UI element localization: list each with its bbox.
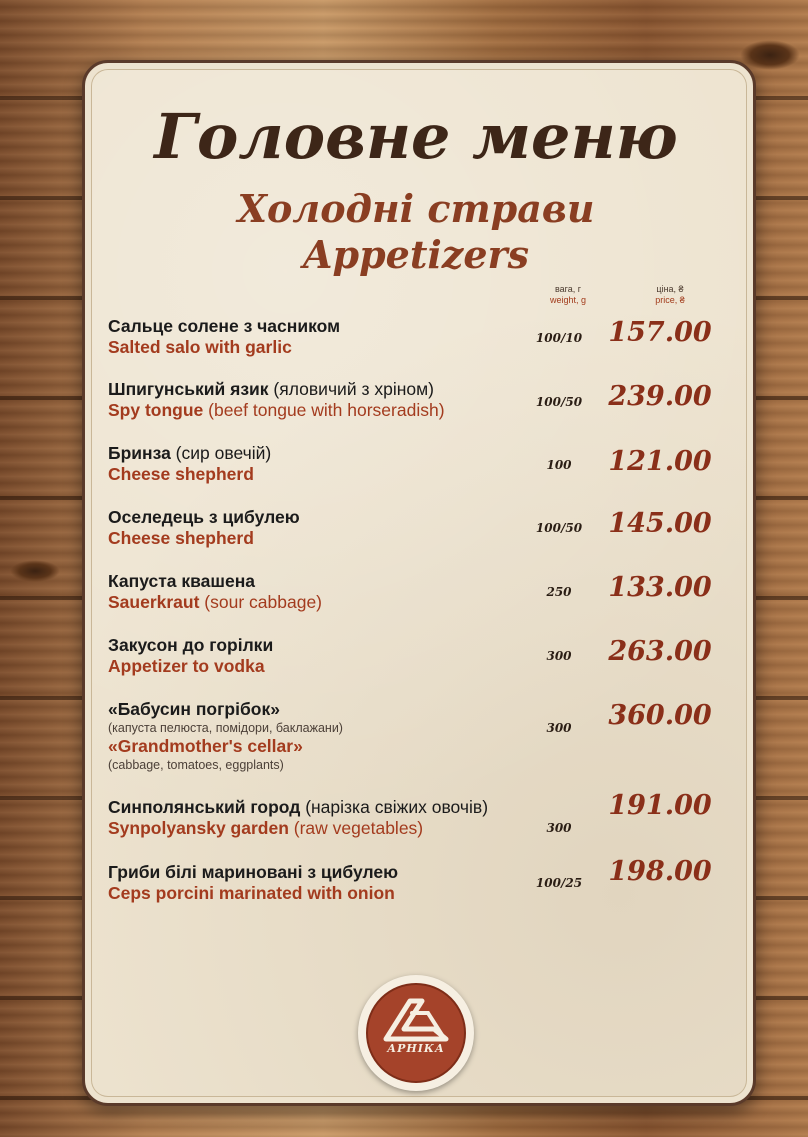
price-column-header <box>638 284 702 306</box>
weight-header-ua: вага, г <box>554 284 582 294</box>
item-name-en: Synpolyansky garden (raw vegetables) <box>108 818 424 838</box>
item-weight: 300 <box>546 721 572 735</box>
item-weight: 250 <box>546 585 572 599</box>
item-name-en: Appetizer to vodka <box>108 656 265 676</box>
menu-item <box>108 699 548 773</box>
item-description-en: (cabbage, tomatoes, eggplants) <box>108 758 284 772</box>
item-name-ua: Гриби білі мариновані з цибулею <box>108 862 399 882</box>
item-name-en: Spy tongue (beef tongue with horseradish) <box>108 400 445 420</box>
item-name-en: Ceps porcini marinated with onion <box>108 883 395 903</box>
item-price: 145.00 <box>608 508 712 539</box>
menu-item <box>108 797 548 839</box>
item-name-en: Sauerkraut (sour cabbage) <box>108 592 323 612</box>
menu-item <box>108 571 548 613</box>
menu-item <box>108 507 548 549</box>
item-price: 133.00 <box>608 572 712 603</box>
item-weight: 300 <box>546 821 572 835</box>
price-header-en: price, ₴ <box>655 295 685 305</box>
item-name-ua: Капуста квашена <box>108 571 256 591</box>
menu-item <box>108 379 548 421</box>
wood-knot <box>740 40 800 70</box>
item-weight: 300 <box>546 649 572 663</box>
item-price: 121.00 <box>608 446 712 477</box>
arnika-logo-icon <box>372 991 460 1045</box>
item-weight: 100 <box>546 458 572 472</box>
menu-item <box>108 443 548 485</box>
section-title-ua: Холодні страви <box>237 186 595 231</box>
item-name-ua: Сальце солене з часником <box>108 316 341 336</box>
weight-column-header <box>536 284 600 306</box>
item-name-en: Cheese shepherd <box>108 464 254 484</box>
item-price: 198.00 <box>608 856 712 887</box>
menu-item <box>108 316 548 358</box>
item-weight: 100/25 <box>535 876 583 890</box>
item-name-en: Cheese shepherd <box>108 528 254 548</box>
item-name-ua: Оселедець з цибулею <box>108 507 300 527</box>
page-title: Головне меню <box>154 100 678 173</box>
wood-knot <box>10 560 60 582</box>
item-name-en: «Grandmother's cellar» <box>108 736 303 756</box>
item-weight: 100/10 <box>535 331 583 345</box>
item-name-en: Salted salo with garlic <box>108 337 292 357</box>
item-price: 239.00 <box>608 381 712 412</box>
price-header-ua: ціна, ₴ <box>656 284 684 294</box>
item-name-ua: «Бабусин погрібок» <box>108 699 280 719</box>
item-name-ua: Синполянський город (нарізка свіжих овочів) <box>108 797 489 817</box>
item-description-ua: (капуста пелюста, помідори, баклажани) <box>108 721 343 735</box>
item-price: 157.00 <box>608 317 712 348</box>
weight-header-en: weight, g <box>549 295 587 305</box>
item-name-ua: Шпигунський язик (яловичий з хріном) <box>108 379 434 399</box>
item-price: 263.00 <box>608 636 712 667</box>
item-weight: 100/50 <box>535 395 583 409</box>
item-weight: 100/50 <box>535 521 583 535</box>
item-name-ua: Бринза (сир овечій) <box>108 443 272 463</box>
logo-text: АРНІКА <box>387 1042 445 1055</box>
item-price: 191.00 <box>608 790 712 821</box>
item-price: 360.00 <box>608 700 712 731</box>
section-title-en: Appetizers <box>303 232 529 277</box>
menu-item <box>108 862 548 904</box>
arnika-logo <box>358 975 474 1091</box>
menu-item <box>108 635 548 677</box>
item-name-ua: Закусон до горілки <box>108 635 274 655</box>
